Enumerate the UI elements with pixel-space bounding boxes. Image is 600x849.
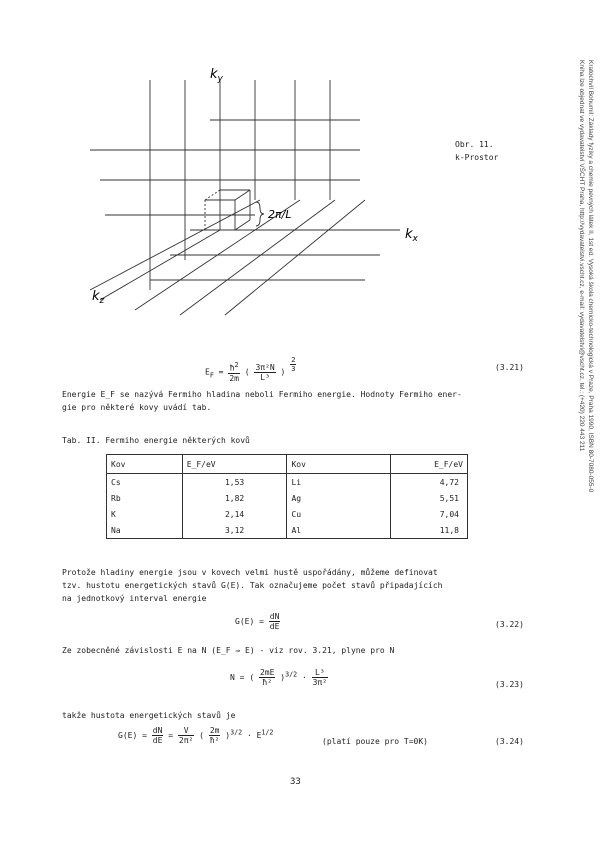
eq324-den3: ħ²	[209, 736, 220, 745]
spacing-label: 2π/L	[268, 208, 292, 221]
eq321-den2: L³	[260, 372, 270, 382]
eq324-exp: 3/2	[230, 728, 243, 737]
header-ef-2: E_F/eV	[391, 455, 468, 474]
kx-axis-label: $k_x$	[405, 227, 418, 244]
ky-axis-label: $k_y$	[210, 67, 223, 84]
eq324-den1: dE	[152, 736, 163, 745]
cell-energy: 3,12	[182, 522, 287, 539]
figure-caption-number: Obr. 11.	[455, 140, 494, 149]
eq324-dot-e: · E	[246, 731, 262, 740]
kz-axis-label: $k_z$	[92, 289, 105, 306]
eq322-num: dN	[269, 612, 280, 621]
paragraph-density-line1: Protože hladiny energie jsou v kovech velmi hustě uspořádány, můžeme definovat	[62, 568, 438, 577]
eq321-num1: ħ	[229, 363, 235, 373]
equation-3-24	[118, 726, 273, 745]
cell-energy: 7,04	[391, 506, 468, 522]
eq323-num2: L³	[312, 668, 328, 678]
eq322-frac	[269, 612, 281, 631]
table-header-row	[107, 455, 468, 474]
eq321-num1-sup: 2	[234, 361, 239, 370]
eq324-den2: 2π²	[178, 736, 194, 745]
table-row	[107, 474, 468, 491]
cell-metal: K	[107, 506, 183, 522]
eq321-frac2	[254, 363, 275, 382]
cell-energy: 1,53	[182, 474, 287, 491]
header-kov-1: Kov	[107, 455, 183, 474]
eq324-num2: V	[178, 726, 194, 736]
paragraph-density-line2: tzv. hustotu energetických stavů G(E). Tak označujeme počet stavů připadajících	[62, 581, 443, 590]
eq324-lhs: G(E)	[118, 731, 138, 740]
eq323-den1: ħ²	[262, 678, 273, 687]
eq321-lhs-sub: F	[209, 371, 214, 380]
eq324-frac1	[152, 726, 164, 745]
eq321-den1: 2m	[229, 373, 239, 383]
figure-caption-title: k-Prostor	[455, 153, 499, 162]
cell-metal: Li	[287, 474, 391, 491]
cell-metal: Rb	[107, 490, 183, 506]
cell-energy: 1,82	[182, 490, 287, 506]
cell-metal: Al	[287, 522, 391, 539]
cell-metal: Cu	[287, 506, 391, 522]
table-row	[107, 490, 468, 506]
eq321-frac1	[228, 361, 240, 383]
eq324-equals2: =	[168, 731, 174, 740]
cell-energy: 5,51	[391, 490, 468, 506]
equation-3-23-number: (3.23)	[495, 680, 524, 689]
eq324-exp2: 1/2	[261, 728, 274, 737]
cell-energy: 4,72	[391, 474, 468, 491]
eq324-paren-open: (	[199, 731, 204, 740]
k-space-figure	[60, 60, 440, 330]
eq323-equals: =	[239, 673, 245, 682]
equation-3-22	[235, 612, 280, 631]
eq321-exp-den: 3	[291, 365, 296, 373]
eq321-exponent	[290, 356, 296, 373]
cell-metal: Cs	[107, 474, 183, 491]
table-caption: Tab. II. Fermiho energie některých kovů	[62, 436, 250, 445]
eq324-num1: dN	[152, 726, 163, 735]
cell-energy: 11,8	[391, 522, 468, 539]
page-number: 33	[290, 777, 301, 787]
eq323-paren-close: )	[280, 673, 286, 682]
eq323-num1: 2mE	[259, 668, 275, 677]
table-row	[107, 506, 468, 522]
grid-lines	[90, 80, 400, 315]
eq324-frac3	[209, 726, 221, 745]
eq322-equals: =	[259, 617, 264, 626]
eq323-paren-open: (	[249, 673, 255, 682]
eq323-frac1	[259, 668, 275, 687]
equation-3-21-number: (3.21)	[495, 363, 524, 372]
eq321-paren-open: (	[244, 367, 250, 377]
fermi-energy-table	[106, 454, 468, 539]
header-ef-1: E_F/eV	[182, 455, 287, 474]
eq324-equals: =	[142, 731, 147, 740]
equation-3-23	[230, 668, 328, 687]
side-copyright-note	[565, 60, 595, 780]
equation-3-21	[205, 356, 296, 383]
eq323-frac2	[312, 668, 328, 687]
eq321-lhs: E	[205, 367, 210, 377]
eq323-lhs: N	[230, 673, 235, 682]
cell-metal: Na	[107, 522, 183, 539]
cell-metal: Ag	[287, 490, 391, 506]
eq321-paren-close: )	[280, 367, 286, 377]
paragraph-fermi-line2: gie pro některé kovy uvádí tab.	[62, 403, 212, 412]
eq324-num3: 2m	[209, 726, 220, 735]
eq322-den: dE	[269, 622, 280, 631]
side-note-line2: Kniha lze objednat ve vydavatelství VŠCHT Praha, http://vydavatelstvi.vscht.cz, e-mail: vydavatelstvi@vscht.cz, tel.: (+420) 220 443 211	[578, 60, 585, 452]
paragraph-so-density: takže hustota energetických stavů je	[62, 711, 236, 720]
eq324-paren-close: )	[225, 731, 231, 740]
eq323-dot: ·	[301, 673, 307, 682]
side-note-line1: Kratochvíl Bohumil: Základy fyziky a chemie pevných látek II, 1st ed. Vysoká škola chemicko-technologická v Praze, Praha 1990, ISBN 80-7080-055-0	[587, 60, 594, 493]
eq323-den2: 3π²	[312, 678, 328, 687]
equation-3-24-number: (3.24)	[495, 737, 524, 746]
paragraph-dependence: Ze zobecněné závislosti E na N (E_F ⇒ E) - viz rov. 3.21, plyne pro N	[62, 646, 395, 655]
paragraph-fermi-line1: Energie E_F se nazývá Fermiho hladina neboli Fermiho energie. Hodnoty Fermiho ener-	[62, 390, 462, 399]
eq323-exp: 3/2	[285, 670, 298, 679]
cell-energy: 2,14	[182, 506, 287, 522]
eq321-equals: =	[218, 367, 224, 377]
header-kov-2: Kov	[287, 455, 391, 474]
equation-3-22-number: (3.22)	[495, 620, 524, 629]
paragraph-density-line3: na jednotkový interval energie	[62, 594, 207, 603]
table-row	[107, 522, 468, 539]
eq321-exp-num: 2	[291, 356, 296, 364]
equation-3-24-note: (platí pouze pro T=0K)	[322, 737, 428, 746]
eq324-frac2	[178, 726, 194, 745]
eq321-num2: 3π²N	[255, 362, 275, 372]
eq322-lhs: G(E)	[235, 617, 255, 626]
